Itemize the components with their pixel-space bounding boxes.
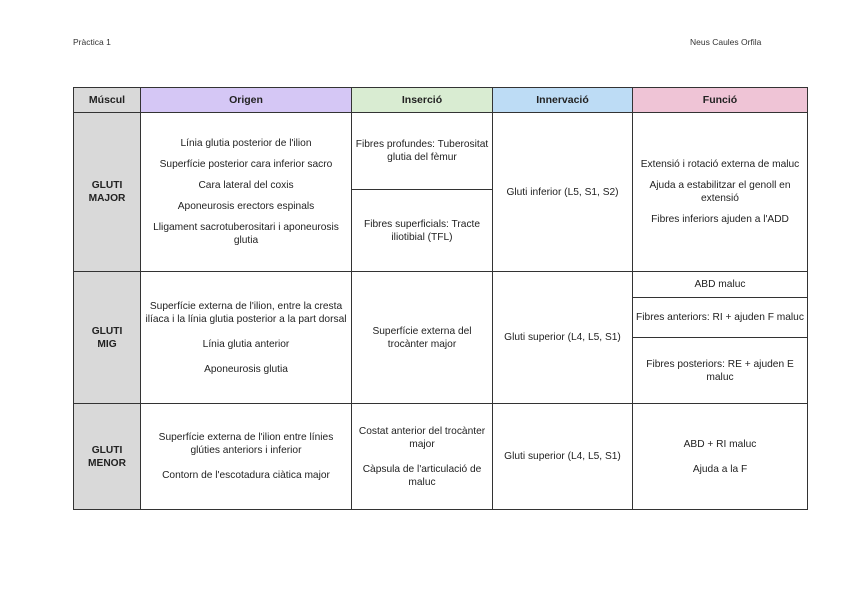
insercio-cell: Superfície externa del trocànter major bbox=[352, 272, 493, 404]
funcio-cell: Fibres anteriors: RI + ajuden F maluc bbox=[633, 298, 808, 338]
innervacio-cell: Gluti inferior (L5, S1, S2) bbox=[493, 113, 633, 272]
muscle-name-line: MENOR bbox=[88, 457, 126, 469]
insercio-item: Càpsula de l'articulació de maluc bbox=[362, 463, 482, 488]
origen-item: Aponeurosis erectors espinals bbox=[177, 201, 315, 212]
page-header-right: Neus Caules Orfila bbox=[690, 37, 762, 47]
origen-item: Superfície externa de l'ilion entre línies glúties anteriors i inferior bbox=[158, 432, 334, 456]
origen-item: Superfície externa de l'ilion, entre la cresta ilíaca i la línia glutia posterior a la part dorsal bbox=[145, 300, 347, 325]
origen-item: Cara lateral del coxis bbox=[198, 180, 294, 191]
origen-item: Superfície posterior cara inferior sacro bbox=[159, 159, 333, 170]
table-row bbox=[74, 113, 808, 190]
origen-cell bbox=[141, 404, 352, 510]
column-header-origen: Origen bbox=[141, 88, 352, 113]
muscle-name-cell bbox=[74, 113, 141, 272]
page-header-left: Pràctica 1 bbox=[73, 37, 111, 47]
origen-item: Lligament sacrotuberositari i aponeurosis glutia bbox=[153, 222, 339, 246]
funcio-cell bbox=[633, 404, 808, 510]
column-header-muscul: Múscul bbox=[74, 88, 141, 113]
origen-item: Aponeurosis glutia bbox=[204, 363, 288, 375]
muscle-name-cell bbox=[74, 404, 141, 510]
funcio-item: Ajuda a estabilitzar el genoll en extensió bbox=[649, 180, 791, 204]
origen-item: Contorn de l'escotadura ciàtica major bbox=[162, 470, 330, 481]
table-row bbox=[74, 272, 808, 298]
muscle-name-line: MAJOR bbox=[88, 193, 126, 204]
table-row bbox=[74, 404, 808, 510]
column-header-innervacio: Innervació bbox=[493, 88, 633, 113]
origen-item: Línia glutia posterior de l'ilion bbox=[180, 138, 312, 149]
funcio-item: Extensió i rotació externa de maluc bbox=[640, 159, 800, 170]
table-header-row bbox=[74, 88, 808, 113]
muscle-name-line: GLUTI bbox=[91, 180, 123, 191]
funcio-cell: Fibres posteriors: RE + ajuden E maluc bbox=[633, 338, 808, 404]
column-header-funcio: Funció bbox=[633, 88, 808, 113]
muscle-name-line: GLUTI bbox=[91, 325, 123, 337]
muscle-name-cell bbox=[74, 272, 141, 404]
funcio-cell bbox=[633, 113, 808, 272]
column-header-insercio: Inserció bbox=[352, 88, 493, 113]
insercio-item: Fibres profundes: Tuberositat glutia del fèmur bbox=[355, 139, 489, 163]
funcio-item: Fibres inferiors ajuden a l'ADD bbox=[651, 214, 789, 225]
funcio-cell: ABD maluc bbox=[633, 272, 808, 298]
funcio-item: Ajuda a la F bbox=[692, 463, 748, 475]
insercio-cell bbox=[352, 190, 493, 272]
muscle-name-line: MIG bbox=[97, 338, 117, 350]
insercio-item: Fibres superficials: Tracte iliotibial (TFL) bbox=[363, 218, 481, 243]
insercio-cell bbox=[352, 404, 493, 510]
origen-cell bbox=[141, 272, 352, 404]
innervacio-cell: Gluti superior (L4, L5, S1) bbox=[493, 272, 633, 404]
innervacio-cell: Gluti superior (L4, L5, S1) bbox=[493, 404, 633, 510]
insercio-cell bbox=[352, 113, 493, 190]
origen-cell bbox=[141, 113, 352, 272]
muscle-name-line: GLUTI bbox=[91, 444, 123, 456]
funcio-item: ABD + RI maluc bbox=[683, 438, 757, 450]
origen-item: Línia glutia anterior bbox=[202, 338, 290, 350]
insercio-item: Costat anterior del trocànter major bbox=[358, 425, 486, 450]
muscles-table bbox=[73, 87, 808, 510]
